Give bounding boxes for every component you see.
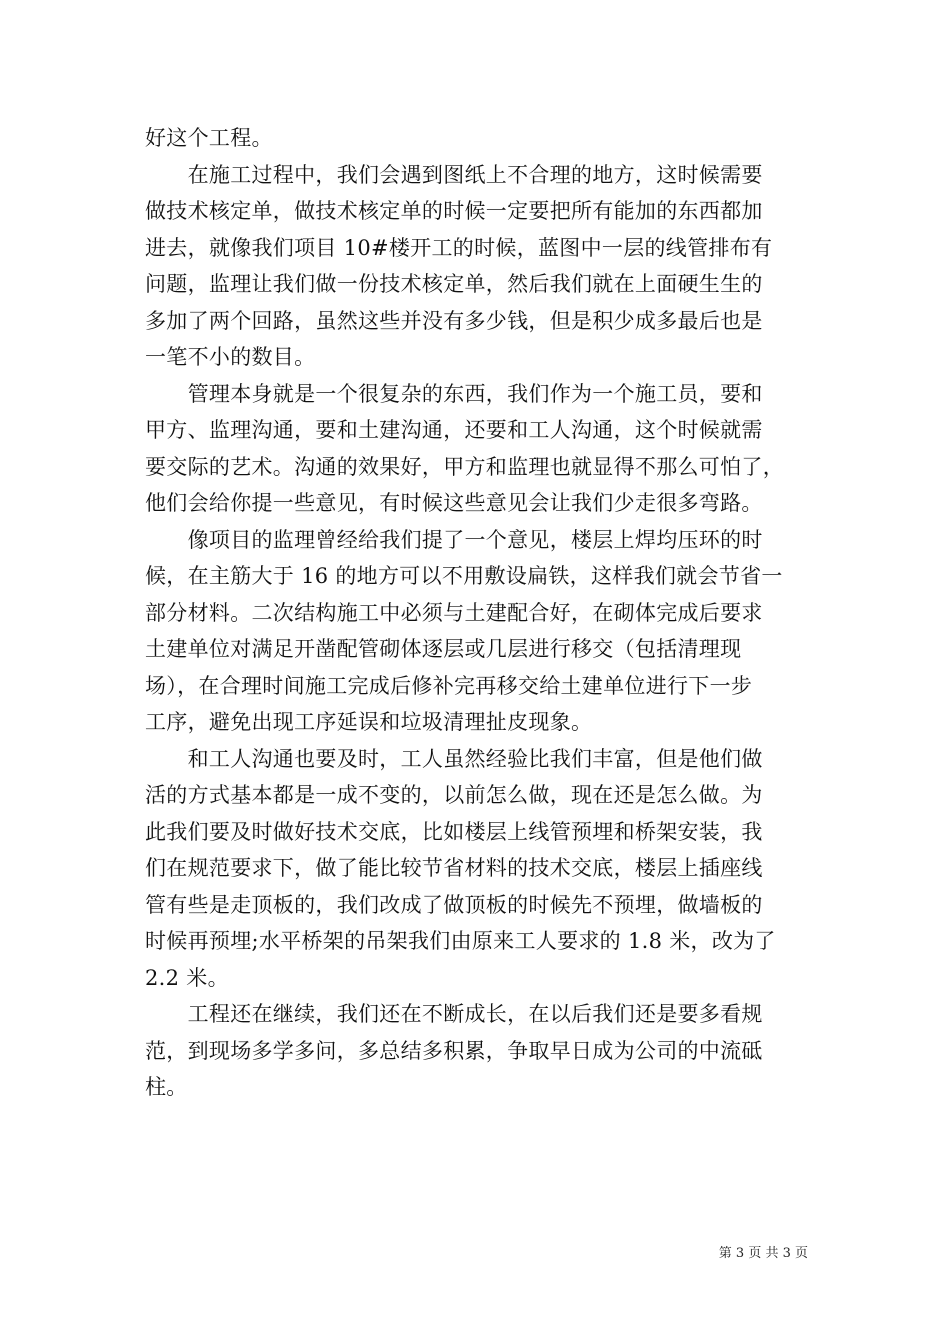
body-text (145, 120, 810, 1106)
text-line: 管理本身就是一个很复杂的东西，我们作为一个施工员，要和 (145, 381, 763, 406)
text-line: 柱。 (145, 1075, 188, 1099)
text-line: 甲方、监理沟通，要和土建沟通，还要和工人沟通，这个时候就需 (145, 418, 763, 442)
text-line: 管有些是走顶板的，我们改成了做顶板的时候先不预埋，做墙板的 (145, 892, 763, 917)
text-line: 活的方式基本都是一成不变的，以前怎么做，现在还是怎么做。为 (145, 783, 763, 807)
text-line: 部分材料。二次结构施工中必须与土建配合好，在砌体完成后要求 (145, 600, 763, 625)
text-line: 2.2 米。 (145, 965, 229, 990)
text-line: 做技术核定单，做技术核定单的时候一定要把所有能加的东西都加 (145, 199, 763, 223)
text-line: 土建单位对满足开凿配管砌体逐层或几层进行移交（包括清理现 (145, 637, 742, 661)
text-line: 范，到现场多学多问，多总结多积累，争取早日成为公司的中流砥 (145, 1038, 763, 1063)
page-number: 第 3 页 共 3 页 (718, 1246, 808, 1261)
text-line: 一笔不小的数目。 (145, 345, 316, 369)
text-line: 他们会给你提一些意见，有时候这些意见会让我们少走很多弯路。 (145, 491, 763, 515)
text-line: 多加了两个回路，虽然这些并没有多少钱，但是积少成多最后也是 (145, 308, 763, 333)
text-line: 在施工过程中，我们会遇到图纸上不合理的地方，这时候需要 (145, 162, 763, 187)
text-line: 要交际的艺术。沟通的效果好，甲方和监理也就显得不那么可怕了， (145, 454, 784, 479)
text-line: 候，在主筋大于 16 的地方可以不用敷设扁铁，这样我们就会节省一 (145, 564, 783, 588)
text-line: 时候再预埋;水平桥架的吊架我们由原来工人要求的 1.8 米，改为了 (145, 929, 776, 953)
text-line: 和工人沟通也要及时，工人虽然经验比我们丰富，但是他们做 (145, 746, 763, 771)
text-line: 像项目的监理曾经给我们提了一个意见，楼层上焊均压环的时 (145, 527, 763, 552)
text-line: 问题，监理让我们做一份技术核定单，然后我们就在上面硬生生的 (145, 272, 763, 296)
text-line: 此我们要及时做好技术交底，比如楼层上线管预埋和桥架安装，我 (145, 819, 763, 844)
text-line: 们在规范要求下，做了能比较节省材料的技术交底，楼层上插座线 (145, 856, 763, 880)
text-line: 好这个工程。 (145, 126, 273, 150)
text-line: 工序，避免出现工序延误和垃圾清理扯皮现象。 (145, 710, 593, 734)
text-line: 场），在合理时间施工完成后修补完再移交给土建单位进行下一步 (145, 673, 753, 698)
text-line: 进去，就像我们项目 10#楼开工的时候，蓝图中一层的线管排布有 (145, 235, 773, 260)
text-line: 工程还在继续，我们还在不断成长，在以后我们还是要多看规 (145, 1002, 763, 1026)
